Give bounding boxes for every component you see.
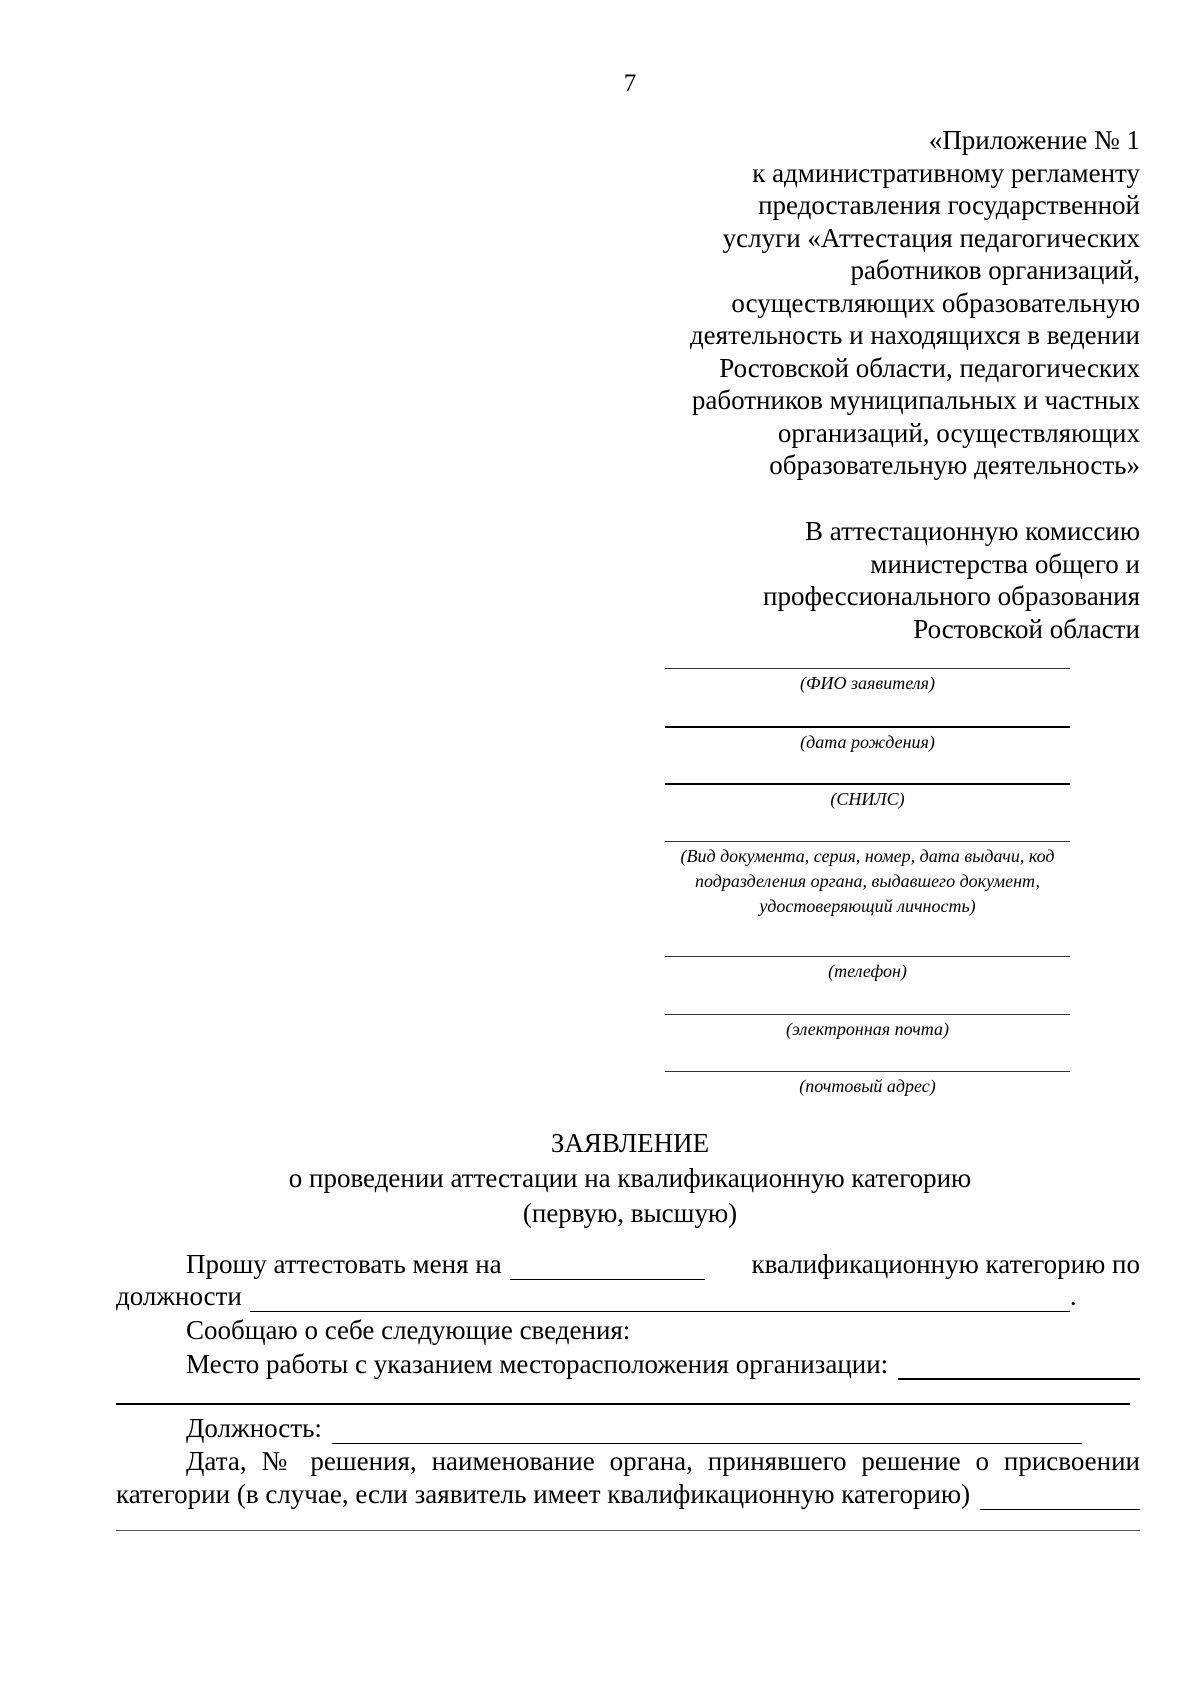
workplace-continuation-line[interactable]	[116, 1403, 1130, 1405]
addressee-line: министерства общего и	[870, 548, 1140, 579]
id-document-caption	[640, 844, 1095, 919]
addressee-line: В аттестационную комиссию	[805, 516, 1140, 546]
appendix-line: работников муниципальных и частных	[691, 385, 1140, 415]
decision-fill-line[interactable]	[980, 1485, 1140, 1510]
phone-field[interactable]	[665, 956, 1070, 984]
category-fill-line[interactable]	[510, 1255, 705, 1280]
appendix-line: работников организаций,	[850, 255, 1140, 285]
addressee-block	[560, 515, 1140, 645]
decision-row-1	[116, 1446, 1140, 1478]
appendix-line: предоставления государственной	[758, 190, 1140, 220]
phone-line[interactable]	[665, 956, 1070, 957]
position-word: должности	[116, 1281, 242, 1311]
position-request-row	[116, 1280, 1140, 1312]
id-document-caption-line: (Вид документа, серия, номер, дата выдачи, код	[680, 846, 1055, 866]
decision-text-1: Дата, № решения, наименование органа, принявшего решение о присвоении	[186, 1446, 1140, 1476]
position-fill-line[interactable]	[332, 1419, 1082, 1444]
decision-row-2	[116, 1478, 1140, 1510]
postal-address-line[interactable]	[665, 1071, 1070, 1072]
phone-caption: (телефон)	[828, 961, 907, 981]
fio-field[interactable]	[665, 668, 1070, 696]
snils-line[interactable]	[665, 783, 1070, 785]
info-intro-row	[116, 1314, 1140, 1346]
appendix-line: осуществляющих образовательную	[731, 287, 1140, 318]
birth-date-line[interactable]	[665, 726, 1070, 728]
email-caption: (электронная почта)	[785, 1019, 949, 1039]
statement-subtitle-categories: (первую, высшую)	[522, 1198, 738, 1228]
position-label: Должность:	[186, 1413, 322, 1443]
email-field[interactable]	[665, 1014, 1070, 1042]
appendix-line: деятельность и находящихся в ведении	[689, 320, 1140, 350]
appendix-line: к административному регламенту	[752, 157, 1140, 188]
request-start-text: Прошу аттестовать меня на	[186, 1249, 502, 1279]
id-document-field[interactable]	[640, 841, 1095, 919]
decision-continuation-line[interactable]	[116, 1530, 1140, 1531]
appendix-line: услуги «Аттестация педагогических	[722, 222, 1140, 253]
id-document-caption-line: подразделения органа, выдавшего документ,	[695, 871, 1040, 891]
statement-title: ЗАЯВЛЕНИЕ	[550, 1128, 710, 1158]
addressee-line: профессионального образования	[763, 581, 1140, 611]
postal-address-caption: (почтовый адрес)	[799, 1076, 936, 1096]
appendix-line: образовательную деятельность»	[769, 450, 1140, 480]
request-end-text: квалификационную категорию по	[751, 1249, 1140, 1279]
appendix-line: организаций, осуществляющих	[777, 417, 1140, 448]
period: .	[1069, 1281, 1077, 1311]
appendix-line: «Приложение № 1	[928, 125, 1140, 155]
fio-line[interactable]	[665, 668, 1070, 669]
appendix-header	[560, 124, 1140, 482]
birth-date-caption: (дата рождения)	[800, 732, 935, 752]
position-row	[116, 1412, 1140, 1444]
statement-subtitle: о проведении аттестации на квалификационную категорию	[288, 1163, 972, 1193]
workplace-label: Место работы с указанием месторасположения организации:	[186, 1349, 889, 1379]
postal-address-field[interactable]	[665, 1071, 1070, 1099]
workplace-fill-line[interactable]	[898, 1354, 1140, 1380]
fio-caption: (ФИО заявителя)	[800, 673, 935, 693]
position-request-fill-line[interactable]	[250, 1287, 1070, 1312]
snils-field[interactable]	[665, 783, 1070, 812]
id-document-caption-line: удостоверяющий личность)	[759, 896, 976, 916]
email-line[interactable]	[665, 1014, 1070, 1015]
snils-caption: (СНИЛС)	[830, 789, 905, 809]
addressee-line: Ростовской области	[913, 613, 1140, 644]
birth-date-field[interactable]	[665, 726, 1070, 755]
info-intro-text: Сообщаю о себе следующие сведения:	[186, 1315, 631, 1345]
appendix-line: Ростовской области, педагогических	[719, 352, 1140, 383]
workplace-row	[116, 1348, 1140, 1380]
page-number: 7	[623, 70, 637, 97]
request-row	[116, 1248, 1140, 1280]
id-document-line[interactable]	[665, 841, 1070, 842]
decision-text-2: категории (в случае, если заявитель имеет квалификационную категорию)	[116, 1479, 971, 1509]
